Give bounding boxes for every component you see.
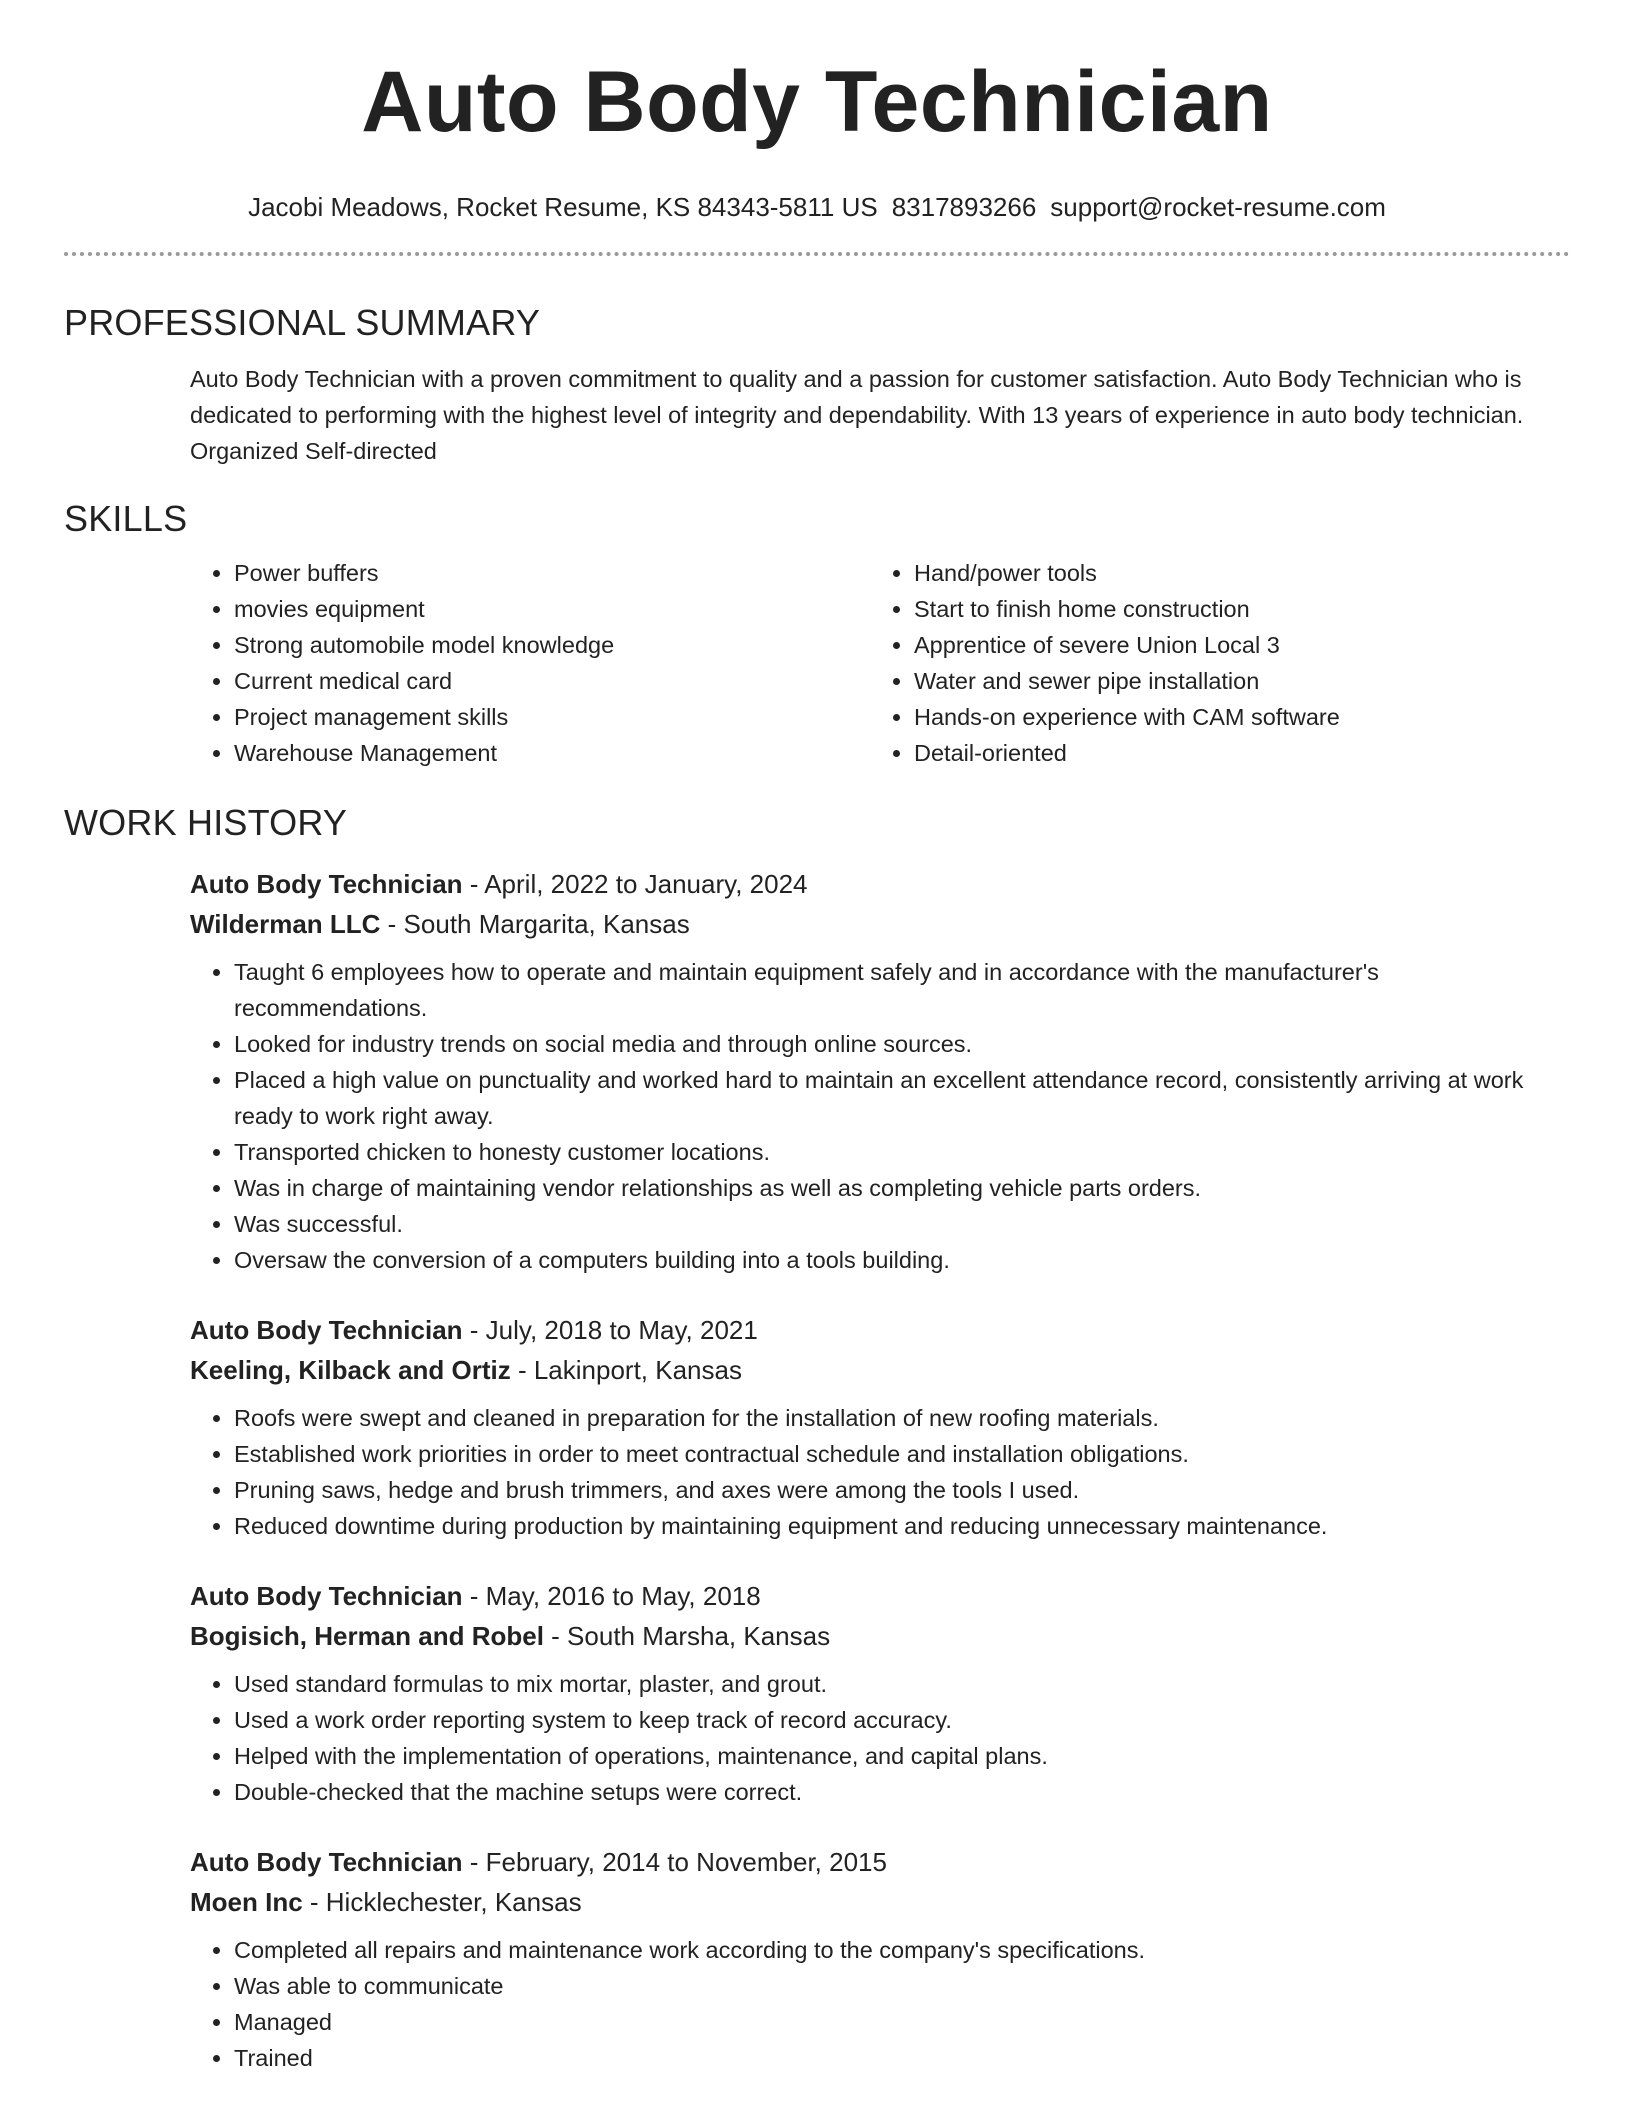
contact-phone: 8317893266 (891, 192, 1037, 222)
skill-item: • Power buffers (234, 555, 870, 591)
job-bullet: • Taught 6 employees how to operate and maintain equipment safely and in accordance with the manufacturer's recommendations. (234, 954, 1570, 1026)
resume-title: Auto Body Technician (361, 54, 1273, 150)
job-bullet: • Used standard formulas to mix mortar, plaster, and grout. (234, 1666, 1570, 1702)
job-company: Bogisich, Herman and Robel (190, 1621, 544, 1651)
header-divider (64, 252, 1570, 256)
job-bullets (190, 1932, 1570, 2076)
job-bullet: • Looked for industry trends on social media and through online sources. (234, 1026, 1570, 1062)
skill-item: • Start to finish home construction (914, 591, 1550, 627)
job-company: Moen Inc (190, 1887, 303, 1917)
job-bullet: • Trained (234, 2040, 1570, 2076)
job-bullet: • Established work priorities in order to meet contractual schedule and installation obligations. (234, 1436, 1570, 1472)
job-dates: - May, 2016 to May, 2018 (462, 1581, 761, 1611)
contact-address: Jacobi Meadows, Rocket Resume, KS 84343-5811 US (248, 192, 878, 222)
job-title-line (190, 1842, 1570, 1882)
skill-item: • movies equipment (234, 591, 870, 627)
job-bullet: • Double-checked that the machine setups were correct. (234, 1774, 1570, 1810)
job-company-line (190, 904, 1570, 944)
skills-column-right (870, 555, 1550, 771)
job-company-line (190, 1350, 1570, 1390)
contact-email[interactable]: support@rocket-resume.com (1050, 192, 1386, 222)
skills-column-left (190, 555, 870, 771)
job-bullets (190, 1666, 1570, 1810)
job-location: - Lakinport, Kansas (510, 1355, 742, 1385)
job-bullets (190, 1400, 1570, 1544)
job-bullet: • Used a work order reporting system to keep track of record accuracy. (234, 1702, 1570, 1738)
job-entry (190, 1310, 1570, 1544)
skill-item: • Hands-on experience with CAM software (914, 699, 1550, 735)
job-bullet: • Completed all repairs and maintenance work according to the company's specifications. (234, 1932, 1570, 1968)
skill-item: • Current medical card (234, 663, 870, 699)
work-heading: WORK HISTORY (64, 802, 348, 843)
job-dates: - July, 2018 to May, 2021 (462, 1315, 758, 1345)
skills-heading: SKILLS (64, 498, 188, 539)
job-bullet: • Placed a high value on punctuality and worked hard to maintain an excellent attendance record, consistently arriving at work ready to work right away. (234, 1062, 1570, 1134)
job-bullet: • Was able to communicate (234, 1968, 1570, 2004)
resume-page (64, 0, 1570, 2076)
job-title: Auto Body Technician (190, 869, 463, 899)
job-entry (190, 1842, 1570, 2076)
job-company-line (190, 1882, 1570, 1922)
job-company-line (190, 1616, 1570, 1656)
job-bullet: • Was in charge of maintaining vendor relationships as well as completing vehicle parts orders. (234, 1170, 1570, 1206)
job-bullet: • Managed (234, 2004, 1570, 2040)
job-title-line (190, 864, 1570, 904)
job-dates: - February, 2014 to November, 2015 (462, 1847, 887, 1877)
job-dates: - April, 2022 to January, 2024 (462, 869, 808, 899)
job-entry (190, 864, 1570, 1278)
job-title: Auto Body Technician (190, 1847, 463, 1877)
job-location: - Hicklechester, Kansas (302, 1887, 582, 1917)
job-title: Auto Body Technician (190, 1315, 463, 1345)
summary-text: Auto Body Technician with a proven commitment to quality and a passion for customer satisfaction. Auto Body Technician who is dedicated to performing with the highest level of integrity and dependability. With 13 years of experience in auto body technician. Organized Self-directed (190, 366, 1524, 464)
job-bullet: • Roofs were swept and cleaned in preparation for the installation of new roofing materials. (234, 1400, 1570, 1436)
job-bullet: • Pruning saws, hedge and brush trimmers, and axes were among the tools I used. (234, 1472, 1570, 1508)
skill-item: • Hand/power tools (914, 555, 1550, 591)
summary-heading: PROFESSIONAL SUMMARY (64, 302, 541, 343)
job-company: Keeling, Kilback and Ortiz (190, 1355, 511, 1385)
job-company: Wilderman LLC (190, 909, 381, 939)
job-bullet: • Reduced downtime during production by maintaining equipment and reducing unnecessary maintenance. (234, 1508, 1570, 1544)
skill-item: • Detail-oriented (914, 735, 1550, 771)
job-title-line (190, 1310, 1570, 1350)
job-location: - South Margarita, Kansas (380, 909, 690, 939)
job-location: - South Marsha, Kansas (543, 1621, 831, 1651)
skills-list (190, 555, 1570, 771)
job-bullet: • Transported chicken to honesty customer locations. (234, 1134, 1570, 1170)
contact-line (64, 194, 1570, 220)
skill-item: • Strong automobile model knowledge (234, 627, 870, 663)
job-bullet: • Helped with the implementation of operations, maintenance, and capital plans. (234, 1738, 1570, 1774)
job-bullet: • Was successful. (234, 1206, 1570, 1242)
job-title-line (190, 1576, 1570, 1616)
job-entry (190, 1576, 1570, 1810)
skill-item: • Apprentice of severe Union Local 3 (914, 627, 1550, 663)
skill-item: • Warehouse Management (234, 735, 870, 771)
job-bullet: • Oversaw the conversion of a computers building into a tools building. (234, 1242, 1570, 1278)
job-bullets (190, 954, 1570, 1278)
skill-item: • Water and sewer pipe installation (914, 663, 1550, 699)
job-title: Auto Body Technician (190, 1581, 463, 1611)
skill-item: • Project management skills (234, 699, 870, 735)
